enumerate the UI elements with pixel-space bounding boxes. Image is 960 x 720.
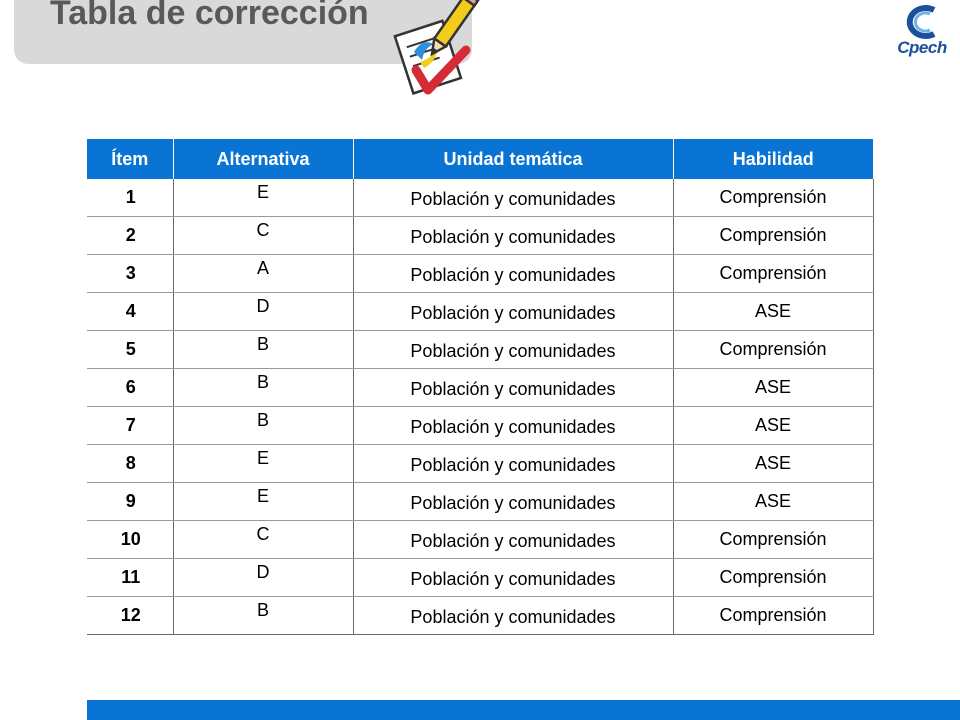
alternative-answer: C [256, 220, 270, 240]
alternative-answer: A [256, 258, 269, 278]
header-skill: Habilidad [673, 139, 873, 179]
item-number: 12 [120, 605, 141, 625]
item-number: 5 [125, 339, 136, 359]
table-row [87, 483, 873, 521]
logo-text: Cpech [897, 38, 947, 57]
unit-topic: Población y comunidades [410, 303, 616, 323]
alternative-answer: E [256, 182, 269, 202]
item-number: 4 [125, 301, 136, 321]
skill: ASE [754, 377, 792, 397]
unit-topic: Población y comunidades [410, 341, 616, 361]
table-row [87, 293, 873, 331]
header-unit: Unidad temática [353, 139, 673, 179]
skill: Comprensión [719, 529, 827, 549]
unit-topic: Población y comunidades [410, 607, 616, 627]
table-row [87, 559, 873, 597]
alternative-answer: D [256, 296, 270, 316]
skill: Comprensión [719, 605, 827, 625]
correction-table [87, 139, 874, 635]
unit-topic: Población y comunidades [410, 189, 616, 209]
table-row [87, 407, 873, 445]
unit-topic: Población y comunidades [410, 531, 616, 551]
alternative-answer: B [256, 334, 269, 354]
alternative-answer: E [256, 448, 269, 468]
skill: ASE [754, 453, 792, 473]
table-row [87, 255, 873, 293]
page-title: Tabla de corrección [50, 0, 369, 32]
skill: ASE [754, 301, 792, 321]
item-number: 6 [125, 377, 136, 397]
item-number: 3 [125, 263, 136, 283]
alternative-answer: D [256, 562, 270, 582]
table-row [87, 521, 873, 559]
header-item: Ítem [87, 139, 173, 179]
table-header-row [87, 139, 873, 179]
item-number: 7 [125, 415, 136, 435]
unit-topic: Población y comunidades [410, 417, 616, 437]
table-row [87, 217, 873, 255]
item-number: 8 [125, 453, 136, 473]
unit-topic: Población y comunidades [410, 569, 616, 589]
skill: ASE [754, 415, 792, 435]
table-row [87, 597, 873, 635]
unit-topic: Población y comunidades [410, 455, 616, 475]
skill: Comprensión [719, 339, 827, 359]
item-number: 2 [125, 225, 136, 245]
unit-topic: Población y comunidades [410, 493, 616, 513]
alternative-answer: C [256, 524, 270, 544]
skill: Comprensión [719, 187, 827, 207]
unit-topic: Población y comunidades [410, 227, 616, 247]
footer-bar [87, 700, 960, 720]
skill: Comprensión [719, 225, 827, 245]
header-alternative: Alternativa [173, 139, 353, 179]
cpech-logo-mark [886, 0, 958, 40]
pencil-checkmark-icon [392, 0, 482, 104]
item-number: 9 [125, 491, 136, 511]
cpech-logo [886, 0, 958, 70]
skill: Comprensión [719, 263, 827, 283]
unit-topic: Población y comunidades [410, 379, 616, 399]
alternative-answer: B [256, 410, 269, 430]
item-number: 1 [125, 187, 136, 207]
table-row [87, 369, 873, 407]
alternative-answer: B [256, 372, 269, 392]
table-row [87, 179, 873, 217]
table-row [87, 445, 873, 483]
unit-topic: Población y comunidades [410, 265, 616, 285]
alternative-answer: E [256, 486, 269, 506]
skill: ASE [754, 491, 792, 511]
skill: Comprensión [719, 567, 827, 587]
item-number: 11 [121, 567, 141, 587]
alternative-answer: B [256, 600, 269, 620]
table-row [87, 331, 873, 369]
item-number: 10 [120, 529, 141, 549]
